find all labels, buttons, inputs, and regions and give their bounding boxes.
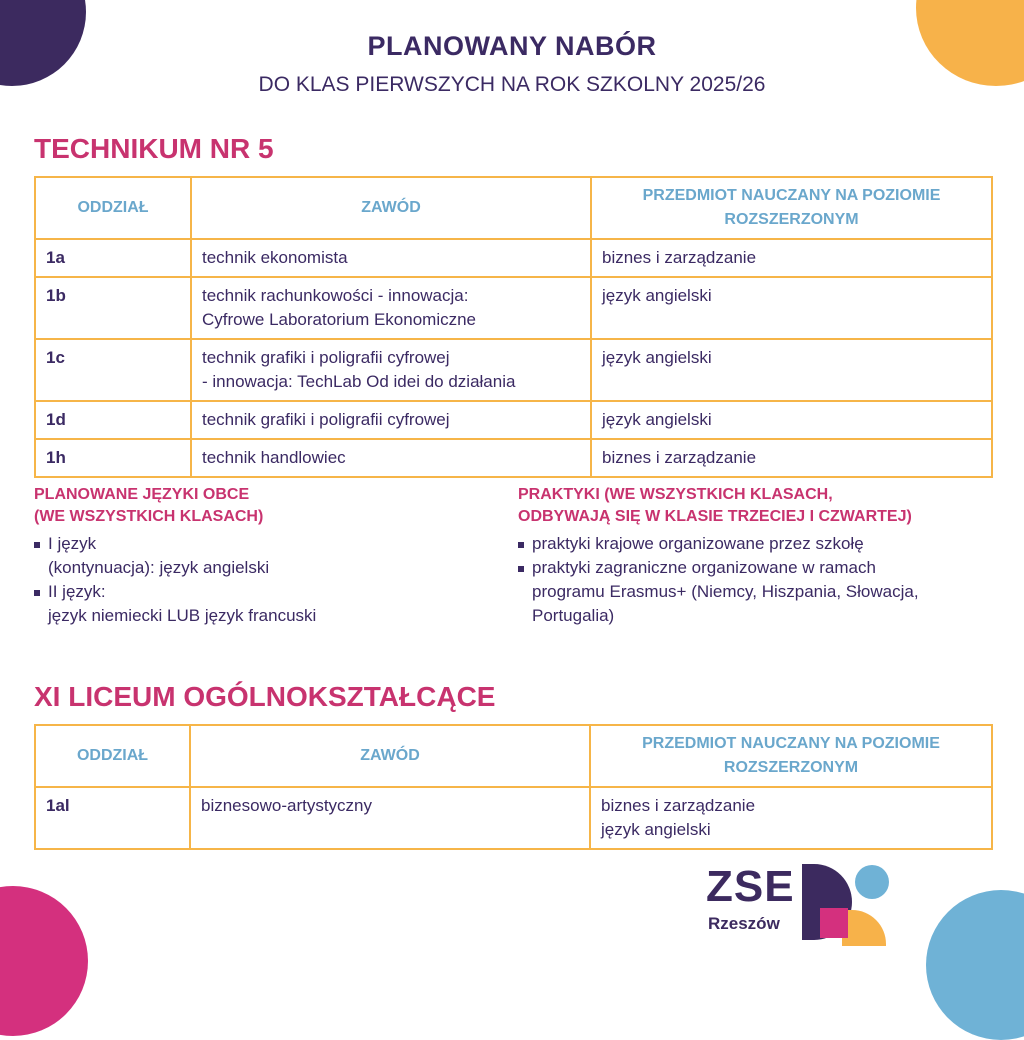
table-header-row bbox=[35, 177, 992, 239]
corner-circle-bottom-right bbox=[926, 890, 1024, 1040]
class-code: 1d bbox=[35, 401, 191, 439]
profession-cell bbox=[191, 401, 591, 439]
languages-title-line: PLANOWANE JĘZYKI OBCE bbox=[34, 486, 250, 503]
subject-cell bbox=[591, 439, 992, 477]
table-row bbox=[35, 401, 992, 439]
profession-cell bbox=[191, 439, 591, 477]
table-row bbox=[35, 339, 992, 401]
class-code: 1h bbox=[35, 439, 191, 477]
list-item bbox=[518, 532, 998, 556]
list-item-line: II język: bbox=[48, 582, 106, 601]
profession-line: - innowacja: TechLab Od idei do działania bbox=[202, 372, 516, 391]
profession-line: technik handlowiec bbox=[202, 448, 346, 467]
subject-line: język angielski bbox=[602, 410, 712, 429]
class-code: 1c bbox=[35, 339, 191, 401]
list-item-line: (kontynuacja): język angielski bbox=[48, 558, 270, 577]
logo-mark-icon bbox=[802, 862, 892, 948]
profession-line: technik ekonomista bbox=[202, 248, 348, 267]
list-item bbox=[34, 580, 474, 628]
profession-line: technik rachunkowości - innowacja: bbox=[202, 286, 469, 305]
languages-list bbox=[34, 532, 474, 628]
subject-line: język angielski bbox=[601, 820, 711, 839]
subject-cell bbox=[590, 787, 992, 849]
subject-line: biznes i zarządzanie bbox=[602, 248, 757, 267]
profession-cell bbox=[191, 277, 591, 339]
table-row bbox=[35, 439, 992, 477]
profession-line: technik grafiki i poligrafii cyfrowej bbox=[202, 348, 450, 367]
subject-line: biznes i zarządzanie bbox=[601, 796, 756, 815]
practice-title-line: ODBYWAJĄ SIĘ W KLASIE TRZECIEJ I CZWARTEJ) bbox=[518, 508, 912, 525]
list-item-line: język niemiecki LUB język francuski bbox=[48, 606, 317, 625]
column-header-oddzial: ODDZIAŁ bbox=[35, 177, 191, 239]
table-row bbox=[35, 787, 992, 849]
practice-title-line: PRAKTYKI (WE WSZYSTKICH KLASACH, bbox=[518, 486, 833, 503]
languages-title-line: (WE WSZYSTKICH KLASACH) bbox=[34, 508, 264, 525]
subject-line: język angielski bbox=[602, 286, 712, 305]
profession-cell bbox=[190, 787, 590, 849]
subject-line: język angielski bbox=[602, 348, 712, 367]
corner-circle-bottom-left bbox=[0, 886, 88, 1036]
class-code: 1al bbox=[35, 787, 190, 849]
list-item bbox=[34, 532, 474, 580]
subject-line: biznes i zarządzanie bbox=[602, 448, 757, 467]
column-header-zawod: ZAWÓD bbox=[191, 177, 591, 239]
table-header-row bbox=[35, 725, 992, 787]
table-row bbox=[35, 239, 992, 277]
profession-line: technik grafiki i poligrafii cyfrowej bbox=[202, 410, 450, 429]
profession-cell bbox=[191, 239, 591, 277]
list-item-line: I język bbox=[48, 534, 97, 553]
profession-line: Cyfrowe Laboratorium Ekonomiczne bbox=[202, 310, 477, 329]
subject-cell bbox=[591, 401, 992, 439]
class-code: 1a bbox=[35, 239, 191, 277]
list-item bbox=[518, 556, 998, 628]
practice-title bbox=[518, 484, 912, 528]
liceum-title: XI LICEUM OGÓLNOKSZTAŁCĄCE bbox=[34, 681, 496, 712]
practice-list bbox=[518, 532, 998, 628]
liceum-table bbox=[34, 724, 993, 850]
technikum-title: TECHNIKUM NR 5 bbox=[34, 133, 274, 164]
column-header-przedmiot: PRZEDMIOT NAUCZANY NA POZIOMIE ROZSZERZONYM bbox=[590, 725, 992, 787]
zse-logo bbox=[706, 862, 906, 952]
logo-name: ZSE bbox=[706, 862, 795, 911]
list-item-line: programu Erasmus+ (Niemcy, Hiszpania, Słowacja, bbox=[532, 582, 919, 601]
column-header-oddzial: ODDZIAŁ bbox=[35, 725, 190, 787]
logo-city: Rzeszów bbox=[708, 914, 780, 933]
subject-cell bbox=[591, 239, 992, 277]
subject-cell bbox=[591, 277, 992, 339]
list-item-line: Portugalia) bbox=[532, 606, 615, 625]
column-header-zawod: ZAWÓD bbox=[190, 725, 590, 787]
languages-title bbox=[34, 484, 263, 528]
column-header-przedmiot: PRZEDMIOT NAUCZANY NA POZIOMIE ROZSZERZONYM bbox=[591, 177, 992, 239]
profession-cell bbox=[191, 339, 591, 401]
subject-cell bbox=[591, 339, 992, 401]
class-code: 1b bbox=[35, 277, 191, 339]
profession-line: biznesowo-artystyczny bbox=[201, 796, 373, 815]
list-item-line: praktyki zagraniczne organizowane w ramach bbox=[532, 558, 876, 577]
page-title: PLANOWANY NABÓR bbox=[367, 31, 657, 61]
technikum-table bbox=[34, 176, 993, 478]
list-item-line: praktyki krajowe organizowane przez szkołę bbox=[532, 534, 864, 553]
page-subtitle: DO KLAS PIERWSZYCH NA ROK SZKOLNY 2025/26 bbox=[258, 73, 766, 96]
table-row bbox=[35, 277, 992, 339]
